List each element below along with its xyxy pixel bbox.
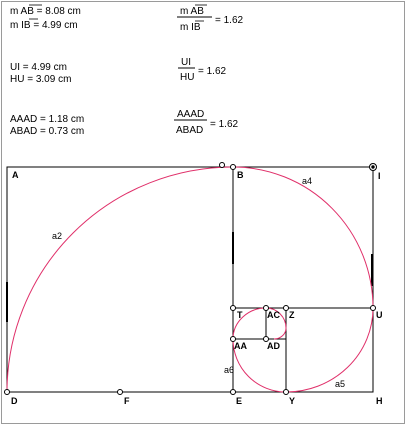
label-e[interactable]: E xyxy=(236,396,243,406)
point-y[interactable] xyxy=(284,390,289,395)
label-d[interactable]: D xyxy=(11,396,18,406)
point-d[interactable] xyxy=(5,390,10,395)
golden-rectangle[interactable] xyxy=(7,167,373,392)
golden-spiral xyxy=(7,167,373,392)
label-b[interactable]: B xyxy=(237,170,244,180)
point-labels xyxy=(11,170,383,406)
label-aa[interactable]: AA xyxy=(234,341,247,351)
measure-aaad[interactable]: AAAD = 1.18 cm xyxy=(10,114,85,125)
ratio-1-denominator: m IB xyxy=(180,22,201,33)
construction-lines xyxy=(7,167,373,392)
label-u[interactable]: U xyxy=(376,310,383,320)
ratio-1-numerator: m AB xyxy=(180,6,204,17)
label-h[interactable]: H xyxy=(376,396,383,406)
label-a5[interactable]: a5 xyxy=(335,379,346,389)
ratio-2[interactable] xyxy=(178,57,227,83)
label-i[interactable]: I xyxy=(378,171,381,181)
label-z[interactable]: Z xyxy=(289,310,295,320)
label-a6[interactable]: a6 xyxy=(224,365,235,375)
ratio-2-numerator: UI xyxy=(181,57,191,68)
arc-a4[interactable] xyxy=(233,167,373,308)
measure-ab[interactable]: m AB = 8.08 cm xyxy=(10,6,81,17)
arc-a2[interactable] xyxy=(7,167,233,392)
point-b[interactable] xyxy=(231,165,236,170)
point-f[interactable] xyxy=(118,390,123,395)
ratio-1-value: = 1.62 xyxy=(215,15,244,26)
point-t[interactable] xyxy=(231,306,236,311)
measurement-block-1 xyxy=(10,6,81,31)
measure-abad[interactable]: ABAD = 0.73 cm xyxy=(10,126,85,137)
point-arc-top[interactable] xyxy=(220,163,225,168)
point-u[interactable] xyxy=(371,306,376,311)
label-f[interactable]: F xyxy=(124,396,130,406)
ratio-2-denominator: HU xyxy=(180,72,195,83)
label-t[interactable]: T xyxy=(237,310,243,320)
measurement-block-2 xyxy=(10,62,71,85)
arc-labels xyxy=(52,176,345,389)
measure-ib[interactable]: m IB = 4.99 cm xyxy=(10,20,78,31)
point-z[interactable] xyxy=(284,306,289,311)
label-ac[interactable]: AC xyxy=(267,310,280,320)
ratio-3-value: = 1.62 xyxy=(210,119,239,130)
label-a4[interactable]: a4 xyxy=(302,176,313,186)
measure-ui[interactable]: UI = 4.99 cm xyxy=(10,62,67,73)
measurement-block-3 xyxy=(10,114,84,137)
sketch-window xyxy=(1,1,405,424)
label-y[interactable]: Y xyxy=(289,396,296,406)
ratio-3[interactable] xyxy=(174,109,239,136)
point-i-center xyxy=(372,166,374,168)
arc-a5[interactable] xyxy=(286,308,373,392)
ratio-2-value: = 1.62 xyxy=(198,66,227,77)
construction-points xyxy=(5,163,377,395)
measure-hu[interactable]: HU = 3.09 cm xyxy=(10,74,72,85)
point-e[interactable] xyxy=(231,390,236,395)
ratio-1[interactable] xyxy=(177,6,244,33)
ratio-3-numerator: AAAD xyxy=(177,109,205,120)
label-a[interactable]: A xyxy=(12,170,19,180)
golden-spiral-construction xyxy=(2,2,406,425)
label-ad[interactable]: AD xyxy=(267,341,280,351)
label-a2[interactable]: a2 xyxy=(52,231,63,241)
ratio-3-denominator: ABAD xyxy=(176,125,204,136)
